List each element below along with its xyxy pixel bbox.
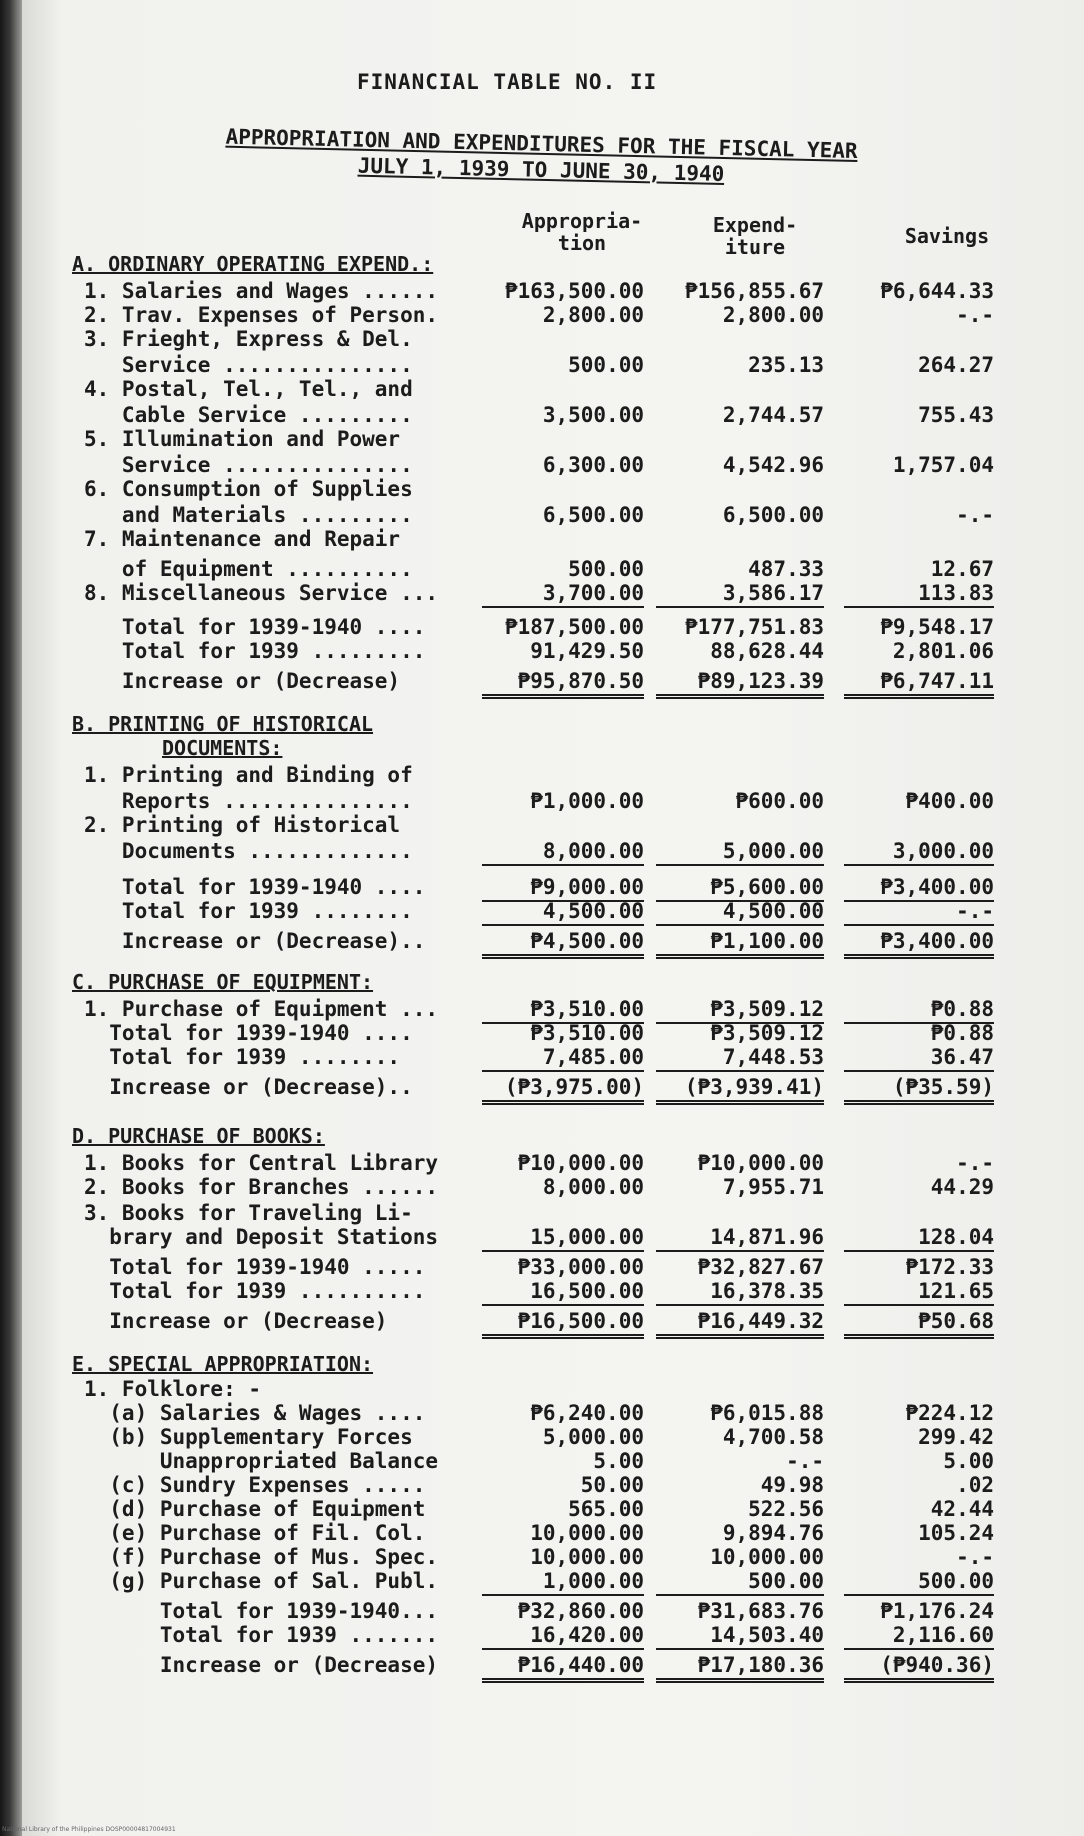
table-row	[84, 302, 1004, 328]
row-label: 3. Frieght, Express & Del.	[84, 327, 413, 351]
expenditure-cell: ₱32,827.67	[697, 1255, 824, 1279]
expenditure-cell: 4,500.00	[656, 898, 824, 926]
section-heading	[72, 970, 373, 994]
table-row	[84, 1622, 1004, 1648]
row-label: Service ...............	[84, 353, 413, 377]
expenditure-cell: 49.98	[760, 1473, 824, 1497]
appropriation-cell: ₱163,500.00	[504, 279, 644, 303]
savings-cell: ₱50.68	[844, 1308, 994, 1339]
row-label: 7. Maintenance and Repair	[84, 527, 401, 551]
section-heading-text: A. ORDINARY OPERATING EXPEND.:	[72, 252, 434, 276]
appropriation-cell: ₱32,860.00	[517, 1599, 644, 1623]
table-row	[84, 996, 1004, 1022]
savings-cell: ₱3,400.00	[844, 874, 994, 902]
expenditure-cell: ₱156,855.67	[684, 279, 824, 303]
savings-cell: (₱35.59)	[844, 1074, 994, 1105]
savings-cell: 128.04	[844, 1224, 994, 1252]
expenditure-cell: ₱16,449.32	[656, 1308, 824, 1339]
row-label: and Materials .........	[84, 503, 413, 527]
document-subtitle	[151, 122, 932, 192]
table-row	[84, 1544, 1004, 1570]
section-heading-text: C. PURCHASE OF EQUIPMENT:	[72, 970, 374, 994]
table-row	[84, 376, 1004, 402]
row-label: 1. Purchase of Equipment ...	[84, 997, 439, 1021]
row-label: of Equipment ..........	[84, 557, 413, 581]
savings-cell: 2,801.06	[892, 639, 994, 663]
row-label: Increase or (Decrease)	[84, 1653, 439, 1677]
savings-cell: 42.44	[930, 1497, 994, 1521]
row-label: Service ...............	[84, 453, 413, 477]
row-label: 8. Miscellaneous Service ...	[84, 581, 439, 605]
table-row	[84, 1150, 1004, 1176]
section-heading-continued	[162, 736, 282, 760]
savings-cell: 264.27	[918, 353, 994, 377]
table-row	[84, 502, 1004, 528]
savings-cell: 299.42	[918, 1425, 994, 1449]
section-heading-text: B. PRINTING OF HISTORICAL	[72, 712, 374, 736]
row-label: (d) Purchase of Equipment	[84, 1497, 426, 1521]
table-row	[84, 812, 1004, 838]
savings-cell: 12.67	[930, 557, 994, 581]
row-label: Total for 1939 .........	[84, 639, 426, 663]
expenditure-cell: 6,500.00	[722, 503, 824, 527]
row-label: Total for 1939 ........	[84, 899, 413, 923]
expenditure-cell: 235.13	[748, 353, 824, 377]
savings-cell: ₱0.88	[844, 996, 994, 1024]
section-heading	[72, 252, 433, 276]
appropriation-cell: 10,000.00	[530, 1545, 644, 1569]
appropriation-cell: 16,500.00	[482, 1278, 644, 1306]
table-row	[84, 874, 1004, 900]
appropriation-cell: 5,000.00	[542, 1425, 644, 1449]
row-label: Total for 1939-1940 ....	[84, 615, 426, 639]
expenditure-cell: ₱3,509.12	[656, 996, 824, 1024]
row-label: 1. Salaries and Wages ......	[84, 279, 439, 303]
row-label: Documents .............	[84, 839, 413, 863]
row-label: 2. Trav. Expenses of Person.	[84, 303, 439, 327]
table-row	[84, 352, 1004, 378]
savings-cell: ₱172.33	[905, 1255, 994, 1279]
savings-cell: ₱3,400.00	[844, 928, 994, 959]
row-label: (e) Purchase of Fil. Col.	[84, 1521, 426, 1545]
row-label: Increase or (Decrease)	[84, 1309, 388, 1333]
section-heading-text: E. SPECIAL APPROPRIATION:	[72, 1352, 374, 1376]
savings-cell: 5.00	[943, 1449, 994, 1473]
row-label: (c) Sundry Expenses .....	[84, 1473, 426, 1497]
appropriation-cell: (₱3,975.00)	[482, 1074, 644, 1105]
expenditure-cell: 7,955.71	[722, 1175, 824, 1199]
row-label: Increase or (Decrease)	[84, 669, 401, 693]
appropriation-cell: ₱4,500.00	[482, 928, 644, 959]
table-row	[84, 1254, 1004, 1280]
scan-footer: National Library of the Philippines DOSP00004817004931	[2, 1826, 176, 1833]
row-label: Reports ...............	[84, 789, 413, 813]
expenditure-cell: 14,503.40	[656, 1622, 824, 1650]
row-label: Cable Service .........	[84, 403, 413, 427]
savings-cell: -.-	[956, 303, 994, 327]
expenditure-cell: ₱17,180.36	[656, 1652, 824, 1683]
expenditure-cell: ₱31,683.76	[697, 1599, 824, 1623]
row-label: 2. Books for Branches ......	[84, 1175, 439, 1199]
table-row	[84, 898, 1004, 924]
table-row	[84, 1200, 1004, 1226]
table-row	[84, 668, 1004, 694]
appropriation-cell: 16,420.00	[482, 1622, 644, 1650]
row-label: (f) Purchase of Mus. Spec.	[84, 1545, 439, 1569]
table-row	[84, 638, 1004, 664]
appropriation-cell: 500.00	[568, 557, 644, 581]
expenditure-cell: ₱3,509.12	[710, 1021, 824, 1045]
row-label: brary and Deposit Stations	[84, 1225, 439, 1249]
row-label: Total for 1939 ..........	[84, 1279, 426, 1303]
appropriation-cell: 6,300.00	[542, 453, 644, 477]
section-heading	[72, 712, 373, 736]
table-row	[84, 614, 1004, 640]
appropriation-cell: 8,000.00	[542, 1175, 644, 1199]
table-row	[84, 928, 1004, 954]
row-label: 3. Books for Traveling Li-	[84, 1201, 413, 1225]
table-row	[84, 1520, 1004, 1546]
expenditure-cell: 5,000.00	[656, 838, 824, 866]
table-row	[84, 1568, 1004, 1594]
table-row	[84, 1224, 1004, 1250]
appropriation-cell: 3,700.00	[482, 580, 644, 608]
table-row	[84, 476, 1004, 502]
row-label: 1. Folklore: -	[84, 1377, 262, 1401]
expenditure-cell: 88,628.44	[710, 639, 824, 663]
appropriation-cell: ₱95,870.50	[482, 668, 644, 699]
appropriation-cell: ₱33,000.00	[517, 1255, 644, 1279]
table-row	[84, 452, 1004, 478]
row-label: Increase or (Decrease)..	[84, 1075, 413, 1099]
row-label: Total for 1939-1940...	[84, 1599, 439, 1623]
appropriation-cell: 500.00	[568, 353, 644, 377]
appropriation-cell: 91,429.50	[530, 639, 644, 663]
savings-cell: 2,116.60	[844, 1622, 994, 1650]
table-row	[84, 838, 1004, 864]
savings-cell: -.-	[956, 1545, 994, 1569]
table-row	[84, 1652, 1004, 1678]
row-label: Total for 1939-1940 ....	[84, 1021, 413, 1045]
section-heading-text: D. PURCHASE OF BOOKS:	[72, 1124, 325, 1148]
appropriation-cell: ₱187,500.00	[504, 615, 644, 639]
table-row	[84, 426, 1004, 452]
expenditure-cell: ₱5,600.00	[656, 874, 824, 902]
table-row	[84, 1472, 1004, 1498]
appropriation-cell: ₱16,500.00	[482, 1308, 644, 1339]
savings-cell: (₱940.36)	[844, 1652, 994, 1683]
section-heading	[72, 1124, 325, 1148]
savings-cell: ₱9,548.17	[880, 615, 994, 639]
expenditure-cell: ₱6,015.88	[710, 1401, 824, 1425]
table-row	[84, 1448, 1004, 1474]
savings-cell: 3,000.00	[844, 838, 994, 866]
expenditure-cell: 4,700.58	[722, 1425, 824, 1449]
savings-cell: ₱0.88	[930, 1021, 994, 1045]
table-row	[84, 1376, 1004, 1402]
savings-cell: -.-	[956, 503, 994, 527]
savings-cell: ₱6,747.11	[844, 668, 994, 699]
savings-cell: 500.00	[844, 1568, 994, 1596]
appropriation-cell: ₱6,240.00	[530, 1401, 644, 1425]
table-row	[84, 278, 1004, 304]
row-label: 5. Illumination and Power	[84, 427, 401, 451]
table-row	[84, 1074, 1004, 1100]
column-header-appropriation-line1: Appropria-	[521, 209, 643, 233]
section-heading-continued-text: DOCUMENTS:	[162, 736, 283, 760]
appropriation-cell: 8,000.00	[482, 838, 644, 866]
document-page	[22, 0, 1084, 1836]
table-row	[84, 1020, 1004, 1046]
appropriation-cell: ₱10,000.00	[517, 1151, 644, 1175]
row-label: 1. Printing and Binding of	[84, 763, 413, 787]
appropriation-cell: 15,000.00	[482, 1224, 644, 1252]
table-row	[84, 1400, 1004, 1426]
appropriation-cell: 5.00	[593, 1449, 644, 1473]
table-row	[84, 1044, 1004, 1070]
appropriation-cell: ₱9,000.00	[482, 874, 644, 902]
expenditure-cell: 522.56	[748, 1497, 824, 1521]
savings-cell: 1,757.04	[892, 453, 994, 477]
table-row	[84, 526, 1004, 552]
book-binding-edge	[0, 0, 22, 1836]
row-label: 6. Consumption of Supplies	[84, 477, 413, 501]
expenditure-cell: 2,744.57	[722, 403, 824, 427]
table-row	[84, 1496, 1004, 1522]
table-row	[84, 1278, 1004, 1304]
table-row	[84, 1174, 1004, 1200]
table-row	[84, 788, 1004, 814]
appropriation-cell: ₱1,000.00	[530, 789, 644, 813]
column-header-savings: Savings	[904, 224, 990, 248]
expenditure-cell: 500.00	[656, 1568, 824, 1596]
row-label: 4. Postal, Tel., Tel., and	[84, 377, 413, 401]
table-row	[84, 326, 1004, 352]
row-label: 1. Books for Central Library	[84, 1151, 439, 1175]
appropriation-cell: 565.00	[568, 1497, 644, 1521]
expenditure-cell: 7,448.53	[656, 1044, 824, 1072]
expenditure-cell: 487.33	[748, 557, 824, 581]
table-row	[84, 1598, 1004, 1624]
savings-cell: -.-	[956, 1151, 994, 1175]
appropriation-cell: 10,000.00	[530, 1521, 644, 1545]
expenditure-cell: ₱1,100.00	[656, 928, 824, 959]
expenditure-cell: 14,871.96	[656, 1224, 824, 1252]
subtitle-line-1: APPROPRIATION AND EXPENDITURES FOR THE FISCAL YEAR	[225, 124, 858, 164]
row-label: Total for 1939-1940 ....	[84, 875, 426, 899]
appropriation-cell: ₱3,510.00	[530, 1021, 644, 1045]
row-label: Unappropriated Balance	[84, 1449, 439, 1473]
appropriation-cell: 3,500.00	[542, 403, 644, 427]
table-row	[84, 1424, 1004, 1450]
expenditure-cell: ₱177,751.83	[684, 615, 824, 639]
column-header-expenditure-line2: iture	[724, 235, 786, 259]
expenditure-cell: 3,586.17	[656, 580, 824, 608]
savings-cell: 121.65	[844, 1278, 994, 1306]
subtitle-line-2: JULY 1, 1939 TO JUNE 30, 1940	[357, 153, 725, 186]
savings-cell: ₱400.00	[905, 789, 994, 813]
table-row	[84, 402, 1004, 428]
table-row	[84, 580, 1004, 606]
expenditure-cell: 16,378.35	[656, 1278, 824, 1306]
appropriation-cell: 2,800.00	[542, 303, 644, 327]
savings-cell: 105.24	[918, 1521, 994, 1545]
appropriation-cell: 7,485.00	[482, 1044, 644, 1072]
appropriation-cell: 50.00	[580, 1473, 644, 1497]
row-label: (g) Purchase of Sal. Publ.	[84, 1569, 439, 1593]
expenditure-cell: ₱89,123.39	[656, 668, 824, 699]
savings-cell: ₱1,176.24	[880, 1599, 994, 1623]
document-title: FINANCIAL TABLE NO. II	[357, 70, 658, 94]
expenditure-cell: ₱10,000.00	[697, 1151, 824, 1175]
appropriation-cell: 6,500.00	[542, 503, 644, 527]
row-label: Increase or (Decrease)..	[84, 929, 426, 953]
expenditure-cell: 10,000.00	[710, 1545, 824, 1569]
expenditure-cell: 4,542.96	[722, 453, 824, 477]
savings-cell: ₱224.12	[905, 1401, 994, 1425]
savings-cell: -.-	[844, 898, 994, 926]
column-header-appropriation	[512, 210, 652, 254]
expenditure-cell: ₱600.00	[735, 789, 824, 813]
savings-cell: 113.83	[844, 580, 994, 608]
column-header-expenditure-line1: Expend-	[712, 213, 798, 237]
column-header-appropriation-line2: tion	[557, 231, 607, 255]
row-label: Total for 1939 .......	[84, 1623, 439, 1647]
savings-cell: ₱6,644.33	[880, 279, 994, 303]
appropriation-cell: ₱3,510.00	[482, 996, 644, 1024]
row-label: 2. Printing of Historical	[84, 813, 401, 837]
table-row	[84, 762, 1004, 788]
table-row	[84, 556, 1004, 582]
expenditure-cell: 9,894.76	[722, 1521, 824, 1545]
expenditure-cell: (₱3,939.41)	[656, 1074, 824, 1105]
savings-cell: .02	[956, 1473, 994, 1497]
savings-cell: 36.47	[844, 1044, 994, 1072]
savings-cell: 755.43	[918, 403, 994, 427]
table-row	[84, 1308, 1004, 1334]
column-header-expenditure	[690, 214, 820, 258]
appropriation-cell: 4,500.00	[482, 898, 644, 926]
savings-cell: 44.29	[930, 1175, 994, 1199]
expenditure-cell: -.-	[786, 1449, 824, 1473]
section-heading	[72, 1352, 373, 1376]
row-label: (b) Supplementary Forces	[84, 1425, 413, 1449]
row-label: Total for 1939 ........	[84, 1045, 401, 1069]
appropriation-cell: 1,000.00	[482, 1568, 644, 1596]
expenditure-cell: 2,800.00	[722, 303, 824, 327]
appropriation-cell: ₱16,440.00	[482, 1652, 644, 1683]
row-label: (a) Salaries & Wages ....	[84, 1401, 426, 1425]
row-label: Total for 1939-1940 .....	[84, 1255, 426, 1279]
